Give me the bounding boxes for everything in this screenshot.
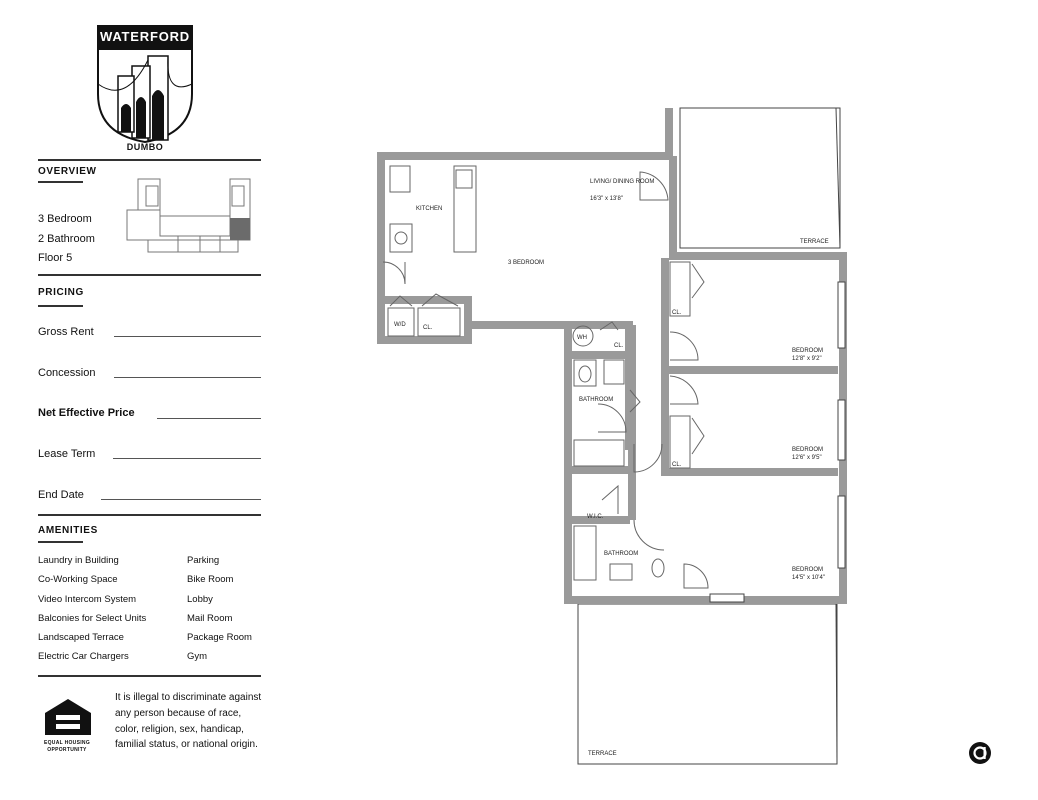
amenity-item: Landscaped Terrace	[38, 632, 124, 643]
wh-label: WH	[577, 335, 587, 341]
terrace-bottom-label: TERRACE	[588, 751, 617, 757]
net-effective-price-label: Net Effective Price	[38, 407, 135, 419]
amenity-item: Mail Room	[187, 613, 233, 624]
lease-term-field[interactable]	[113, 458, 261, 459]
net-effective-price-field[interactable]	[157, 418, 261, 419]
bedroom-2-label: BEDROOM	[792, 447, 824, 453]
gross-rent-label: Gross Rent	[38, 326, 94, 338]
divider	[38, 274, 261, 276]
closet-label: CL.	[672, 462, 682, 468]
bedroom-2-dims: 12'6" x 9'5"	[792, 455, 822, 461]
overview-floor: Floor 5	[38, 252, 73, 264]
wic-label: W.I.C.	[587, 514, 604, 520]
closet-label: CL.	[423, 325, 433, 331]
bedroom-1-dims: 12'8" x 9'2"	[792, 356, 822, 362]
brand-name: WATERFORD	[99, 29, 190, 44]
divider	[38, 159, 261, 161]
overview-bathrooms: 2 Bathroom	[38, 233, 95, 245]
unit-label: 3 BEDROOM	[508, 260, 545, 266]
equal-housing-icon	[43, 697, 93, 737]
floor-plan	[370, 100, 850, 770]
equal-housing-label: EQUAL HOUSING OPPORTUNITY	[43, 740, 91, 753]
end-date-label: End Date	[38, 489, 84, 501]
gross-rent-field[interactable]	[114, 336, 261, 337]
amenities-underline	[38, 541, 83, 543]
amenities-title: AMENITIES	[38, 525, 98, 536]
closet-label: CL.	[672, 310, 682, 316]
divider	[38, 514, 261, 516]
bedroom-3-label: BEDROOM	[792, 567, 824, 573]
brand-neighborhood: DUMBO	[126, 142, 164, 152]
bathroom-2-label: BATHROOM	[604, 551, 639, 557]
overview-underline	[38, 181, 83, 183]
amenity-item: Gym	[187, 651, 208, 662]
amenity-item: Bike Room	[187, 574, 234, 585]
amenity-item: Balconies for Select Units	[38, 613, 147, 624]
lease-term-label: Lease Term	[38, 448, 96, 460]
concession-label: Concession	[38, 367, 96, 379]
amenity-item: Co-Working Space	[38, 574, 118, 585]
amenity-item: Laundry in Building	[38, 555, 119, 566]
brand-circle-icon	[968, 741, 992, 765]
kitchen-label: KITCHEN	[416, 206, 443, 212]
concession-field[interactable]	[114, 377, 261, 378]
pricing-title: PRICING	[38, 287, 84, 298]
divider	[38, 675, 261, 677]
amenity-item: Video Intercom System	[38, 594, 137, 605]
amenity-item: Electric Car Chargers	[38, 651, 129, 662]
overview-bedrooms: 3 Bedroom	[38, 213, 92, 225]
fair-housing-notice: It is illegal to discriminate against any person because of race, color, religion, sex, handicap, familial status, or national origin.	[115, 692, 262, 751]
closet-label: CL.	[614, 343, 624, 349]
amenity-item: Lobby	[187, 594, 213, 605]
amenity-item: Parking	[187, 555, 220, 566]
pricing-underline	[38, 305, 83, 307]
wd-label: W/D	[394, 322, 406, 328]
amenity-item: Package Room	[187, 632, 252, 643]
end-date-field[interactable]	[101, 499, 261, 500]
terrace-top-label: TERRACE	[800, 239, 829, 245]
bathroom-1-label: BATHROOM	[579, 397, 614, 403]
key-plan	[124, 176, 264, 256]
living-dims: 16'3" x 13'8"	[590, 196, 623, 202]
bedroom-1-label: BEDROOM	[792, 348, 824, 354]
bedroom-3-dims: 14'5" x 10'4"	[792, 575, 825, 581]
living-label: LIVING/ DINING ROOM	[590, 179, 655, 185]
overview-title: OVERVIEW	[38, 166, 97, 177]
